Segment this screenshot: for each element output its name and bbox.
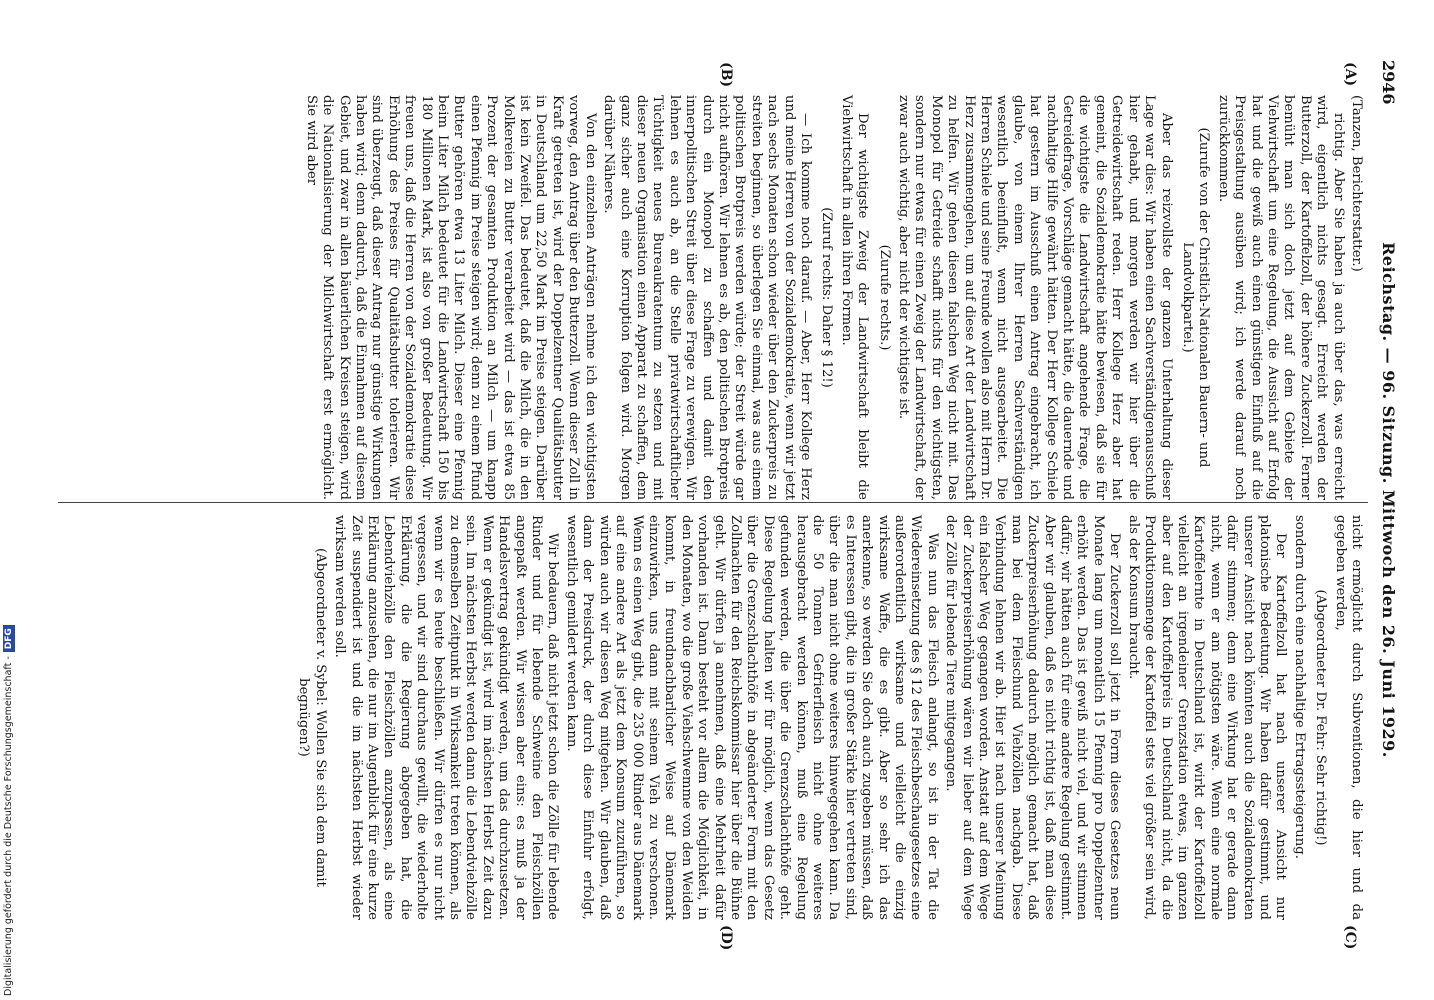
paragraph: Der Kartoffelzoll hat nach unserer Ansicht nur platonische Bedeutung. Wir haben dafür gestimmt, und unserer Ansicht nach könnten auch die Sozialdemokraten dafür stimmen; denn eine Wirkung hat er gerade dann nicht, wenn er am nötigsten wäre. Wenn eine normale Kartoffelernte in Deutschland ist, wirkt der Kartoffelzoll vielleicht an irgendeiner Grenzstation etwas, im ganzen aber auf den Kartoffelpreis in Deutschland nicht, da die Produktionsmenge der Kartoffel stets viel größer sein wird, als der Konsum braucht. [1125,515,1289,920]
interjection: (Abgeordneter Dr. Fehr: Sehr richtig!) [1313,589,1329,846]
column-divider [58,502,1368,503]
paragraph: sondern durch eine nachhaltige Ertragssteigerung. [1291,515,1307,859]
paragraph: richtig. Aber Sie haben ja auch über das, was erreicht wird, eigentlich nichts gesagt. Erreicht werden der Butterzoll, der Kartoffelzoll, der höhere Zuckerzoll. Ferner bemüht man sich doch jetzt auf dem Gebiete der Viehwirtschaft um eine Regelung, die Aussicht auf Erfolg hat und die gewiß auch einen günstigen Einfluß auf die Preisgestaltung ausüben wird; ich werde darauf noch zurückkommen. [1215,95,1346,500]
margin-marker-b: (B) [718,62,734,88]
paragraph: Aber das reizvollste der ganzen Unterhaltung dieser Lage war dies: Wir haben einen Sachverständigenausschuß hier gehabt, und morgen werden wir hier über die Getreidewirtschaft reden. Herr Kollege Herz aber hat gemeint, die Sozialdemokratie hätte bewiesen, daß sie für die wichtigste die Landwirtschaft angehende Frage, die Getreidefrage, Vorschläge gemacht hätte, die dauernde und nachhaltige Hilfe gewährt hätten. Der Herr Kollege Schiele hat gestern im Ausschuß einen Antrag eingebracht, ich glaube, von einem Ihrer Herren Sachverständigen wesentlich beeinflußt, wenn nicht ausgearbeitet. Die Herren Schiele und seine Freunde wollen also mit Herrn Dr. Herz zusammengehen, um auf diese Art der Landwirtschaft zu helfen. Wir gehen diesen falschen Weg nicht mit. Das Monopol für Getreide schafft nichts für den wichtigsten, sondern nur etwas für einen Zweig der Landwirtschaft, der zwar auch wichtig, aber nicht der wichtigste ist. [896,95,1174,500]
paragraph: (Tanzen, Berichterstatter.) [1349,95,1364,272]
interjection: (Zurufe von der Christlich-Nationalen Bauern- und Landvolkpartei.) [1179,127,1212,468]
page-header [1372,60,1396,940]
page-title: Reichstag. — 96. Sitzung. Mittwoch den 26. Juni 1929. [1379,242,1398,758]
interjection: (Zurufe rechts.) [876,244,892,351]
paragraph: Von den einzelnen Anträgen nehme ich den wichtigsten vorweg, den Antrag über den Butterzoll. Wenn dieser Zoll in Kraft getreten ist, wird der Doppelzentner Qualitätsbutter in Deutschland um 22,50 Mark im Preise steigen. Darüber ist kein Zweifel. Das bedeutet, daß die Milch, die in den Molkereien zu Butter verarbeitet wird — das ist etwa 85 Prozent der gesamten Produktion an Milch — um knapp einen Pfennig im Preise steigen wird; denn zu einem Pfund Butter gehören etwa 13 Liter Milch. Dieser eine Pfennig beim Liter Milch bedeutet für die Landwirtschaft 150 bis 180 Millionen Mark, ist also von großer Bedeutung. Wir freuen uns, daß die Herren von der Sozialdemokratie diese Erhöhung des Preises für Qualitätsbutter tolerieren. Wir sind überzeugt, daß dieser Antrag nur günstige Wirkungen haben wird; denn dadurch, daß die Einnahmen auf diesem Gebiet, und zwar in allen bäuerlichen Kreisen steigen, wird die Nationalisierung der Milchwirtschaft erst ermöglicht. Sie wird aber [303,95,598,500]
dfg-logo: DFG [3,625,15,652]
paragraph: — Ich komme noch darauf. — Aber, Herr Kollege Herz und meine Herren von der Sozialdemokratie, wenn wir jetzt nach sechs Monaten schon wieder über den Zuckerpreis zu streiten beginnen, so überlegen Sie einmal, was aus einem politischen Brotpreis werden würde; der Streit würde gar nicht aufhören. Wir lehnen es ab, den politischen Brotpreis durch ein Monopol zu schaffen und damit den innerpolitischen Streit über diese Frage zu verewigen. Wir lehnen es auch ab, an die Stelle privatwirtschaftlicher Tüchtigkeit neues Bureaukratentum zu setzen und mit dieser neuen Organisation einen Apparat zu schaffen, dem ganz sicher auch eine Korruption folgen wird. Morgen darüber Näheres. [601,95,813,500]
paragraph: Was nun das Fleisch anlangt, so ist in der Tat die Wiedereinsetzung des § 12 des Fleischbeschaugesetzes eine außerordentlich wirksame und vielleicht die einzig wirksame Waffe, die es gibt. Aber so sehr ich das anerkenne, so werden Sie doch auch zugeben müssen, daß es Interessen gibt, die in großer Stärke hier vertreten sind, über die man nicht ohne weiteres hinwegegehen kann. Da die 50 Tonnen Gefrierfleisch nicht ohne weiteres herausgebracht werden können, muß eine Regelung gefunden werden, die über die Grenzschlachthöfe geht. Diese Regelung halten wir für möglich, wenn das Gesetz über die Grenzschlachthöfe in abgeänderter Form mit den Zollnachten für den Reichskommissar hier über die Bühne geht. Wir dürfen ja annehmen, daß eine Mehrheit dafür vorhanden ist. Dann besteht vor allem die Möglichkeit, in den Monaten, wo die große Viehschwemme von den Weiden kommt, in freundnachbarlicher Weise auf Dänemark einzuwirken, uns dann mit seinem Vieh zu verschonen. Wenn es einen Weg gibt, die 235 000 Rinder aus Dänemark auf eine andere Art als jetzt dem Konsum zuzuführen, so würden auch wir diesen Weg mitgehen. Wir glauben, daß dann der Preisdruck, der durch diese Einfuhr erfolgt, wesentlich gemildert werden kann. [563,515,940,920]
left-column [300,95,1364,500]
margin-marker-d: (D) [718,925,734,951]
footer-text: Digitalisierung gefördert durch die Deutsche Forschungsgemeinschaft - [3,656,14,996]
right-column [290,515,1364,920]
paragraph: Der wichtigste Zweig der Landwirtschaft bleibt die Viehwirtschaft in allen ihren Formen. [838,95,871,500]
footer-credit [2,606,16,996]
paragraph: nicht ermöglicht durch Subventionen, die hier und da gegeben werden, [1332,515,1364,920]
page-number: 2946 [1379,60,1398,105]
interjection: (Abgeordneter v. Sybel: Wollen Sie sich dem damit begnügen?) [296,548,328,887]
margin-marker-a: (A) [1342,62,1358,87]
paragraph: Der Zuckerzoll soll jetzt in Form dieses Gesetzes neun Monate lang um monatlich 15 Pfennig pro Doppelzentner erhöht werden. Das ist gewiß nicht viel, und wir stimmen dafür; wir hätten auch für eine andere Regelung gestimmt. Aber wir glauben, daß es nicht richtig ist, daß man diese Zuckerpreiserhöhung dadurch möglich gemacht hat, daß man bei dem Fleischund Viehzöllen nachgab. Diese Verbindung lehnen wir ab. Hier ist nach unserer Meinung ein falscher Weg gegangen worden. Anstatt auf dem Wege der Zuckerpreiserhöhung wären wir lieber auf dem Wege der Zölle für lebende Tiere mitgegangen. [943,515,1123,920]
paragraph: Wir bedauern, daß nicht jetzt schon die Zölle für lebende Rinder und für lebende Schweine den Fleischzöllen angepaßt werden. Wir wissen aber eins: es muß ja der Handelsvertrag gekündigt werden, um das durchzusetzen. Wenn er gekündigt ist, wird im nächsten Herbst Zeit dazu sein. Im nächsten Herbst werden dann die Lebendviehzölle zu demselben Zeitpunkt in Wirksamkeit treten können, als wenn wir es heute beschließen. Wir dürfen es nur nicht vergessen, und wir sind durchaus gewillt, die wiederholte Erklärung, die die Regierung abgegeben hat, die Lebendviehzölle den Fleischzöllen anzupassen, als eine Erklärung anzusehen, die nur im Augenblick für eine kurze Zeit suspendiert ist und die im nächsten Herbst wieder wirksam werden soll. [332,515,561,920]
margin-marker-c: (C) [1342,925,1358,950]
interjection: (Zuruf rechts: Daher § 12!) [819,207,835,388]
